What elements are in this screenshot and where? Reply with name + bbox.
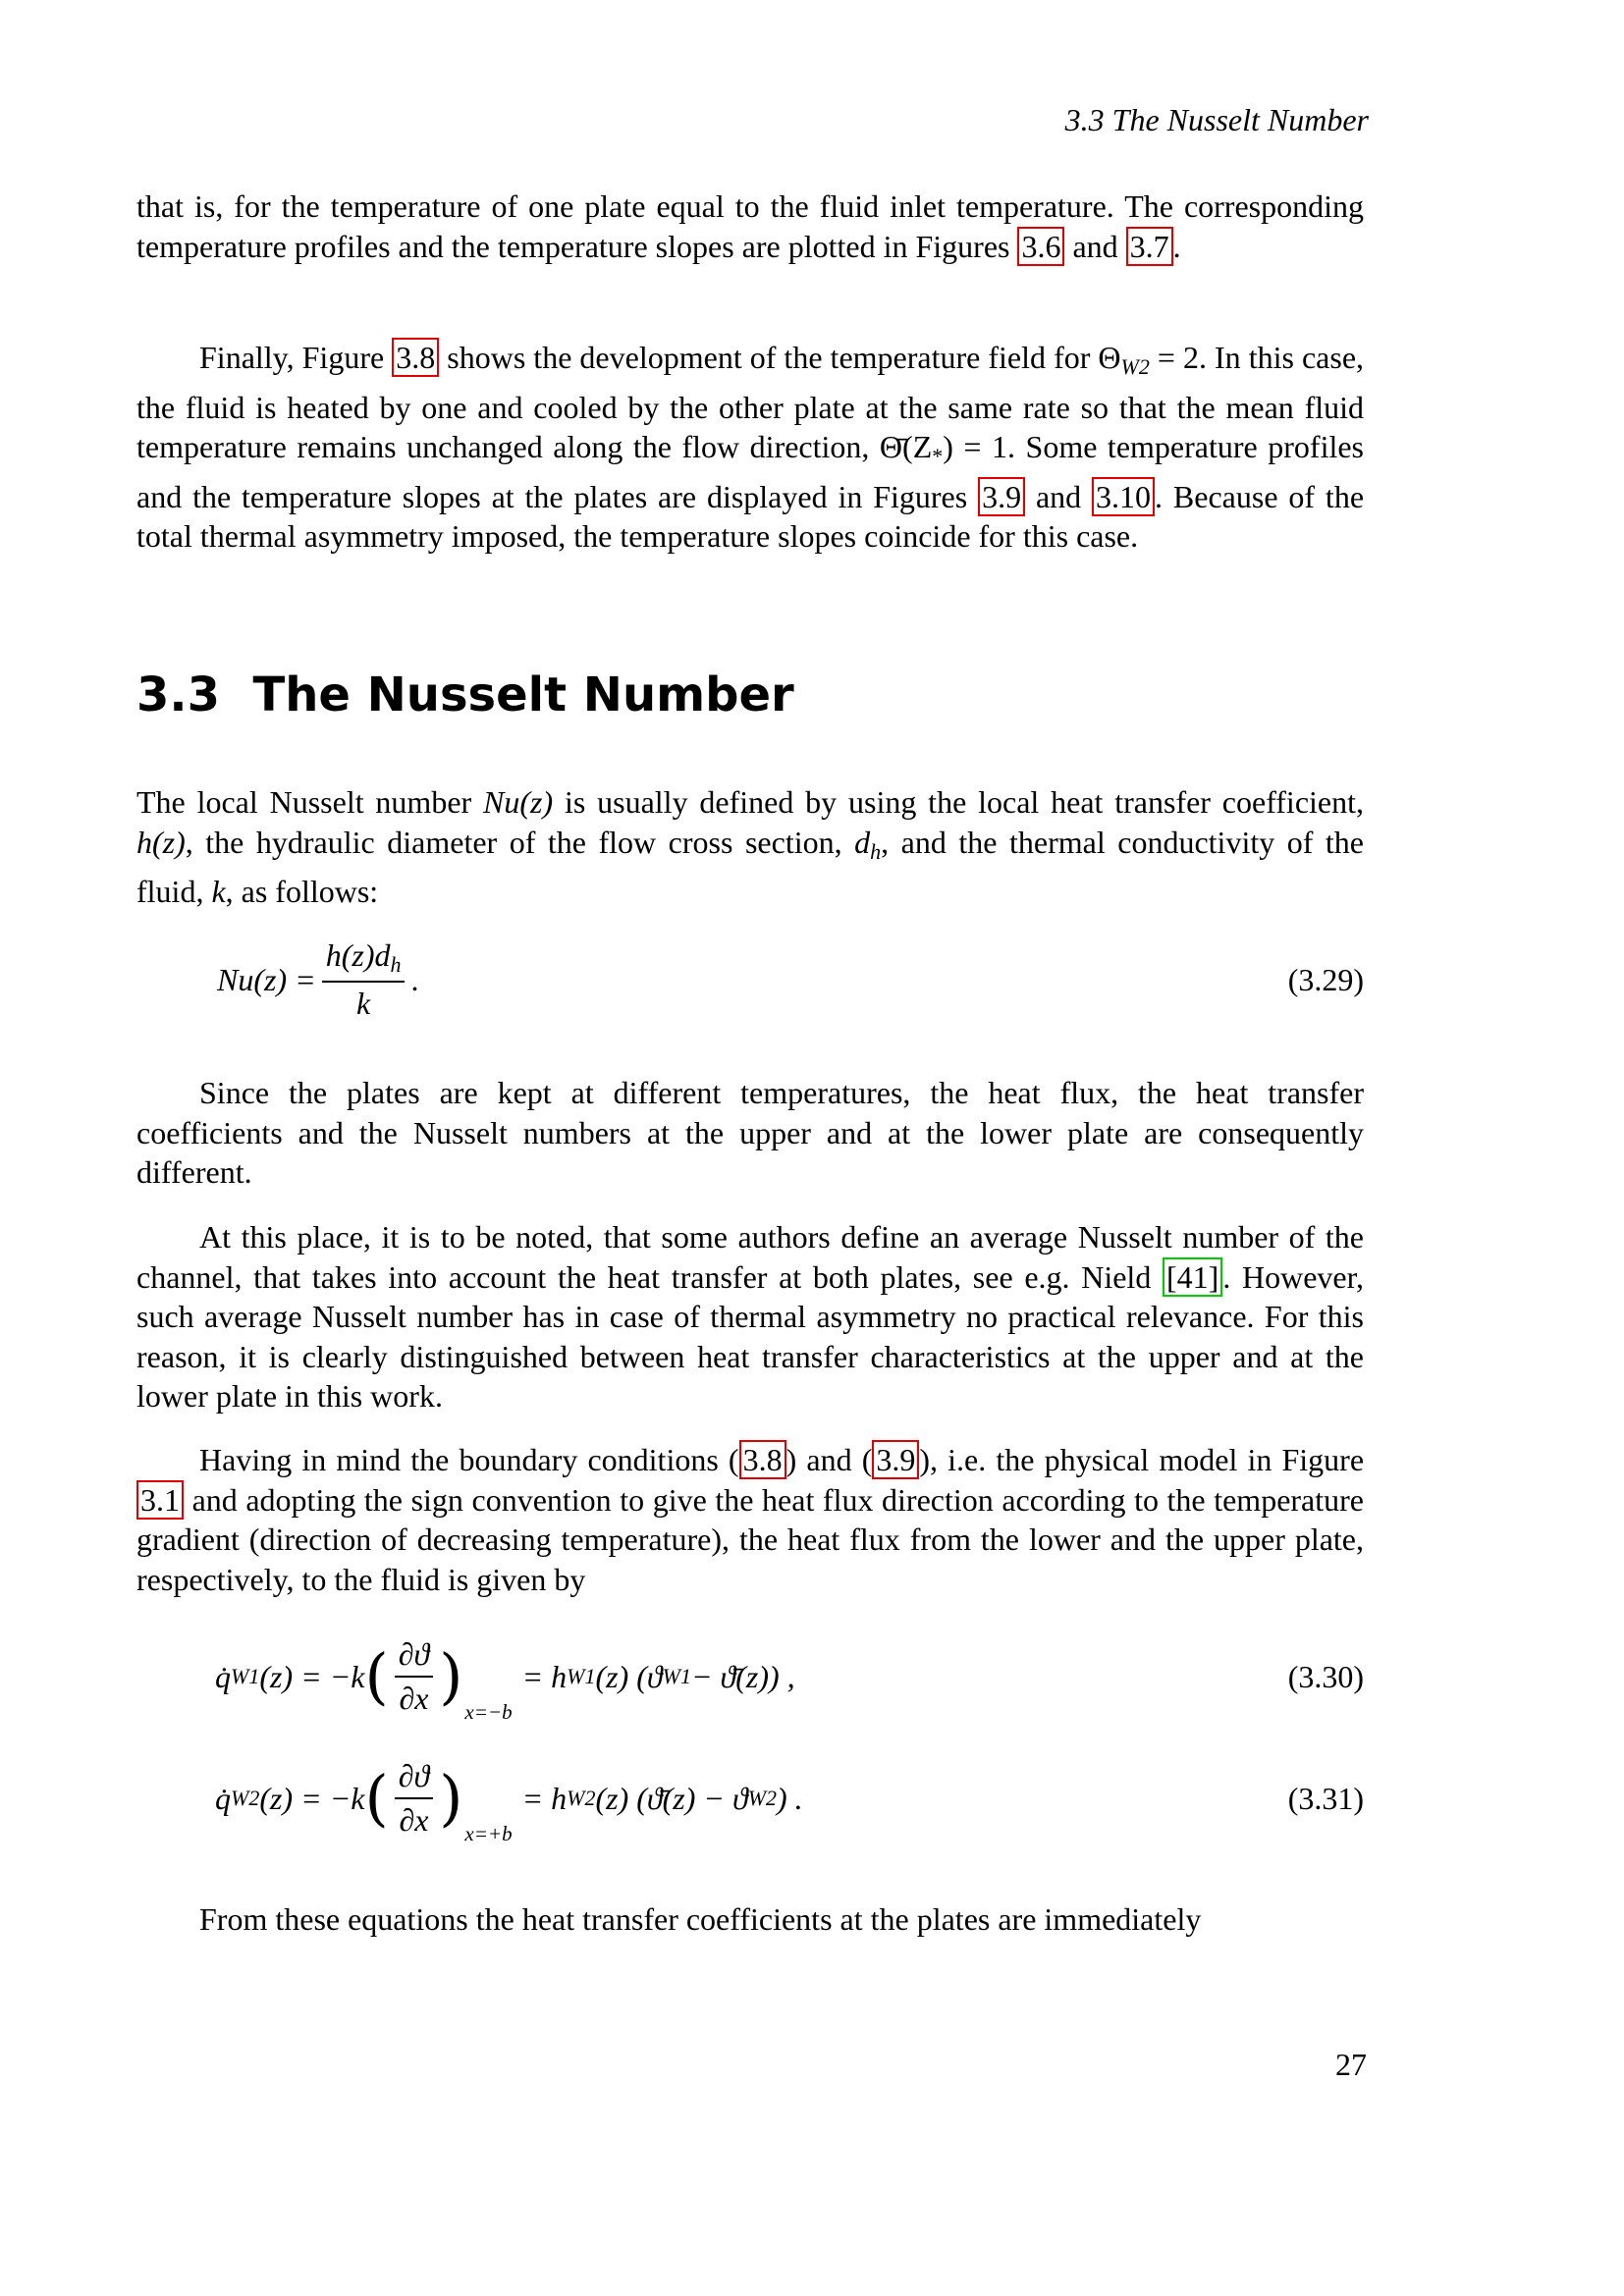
subscript: h [870,838,882,864]
paragraph-5 [136,1217,1364,1416]
text: (z) (ϑ [595,1658,663,1694]
text: and [1064,228,1126,264]
text: Having in mind the boundary conditions ( [199,1442,739,1477]
text: . [410,961,419,997]
text: q̇ [215,1658,231,1694]
text: = 2. In this case, the fluid is heated by one and cooled by the other plate at the same rate so that the mean fluid temperature remains unchanged along the flow direction, Θ̄(Z [136,340,1365,464]
paragraph-2 [136,338,1364,557]
subscript: W2 [1120,354,1150,379]
text: − ϑ̄(z)) , [690,1658,795,1694]
text: shows the development of the temperature field for Θ [439,340,1121,375]
paragraph-3 [136,782,1364,912]
left-paren: ( [364,1762,389,1834]
equation-body [215,1749,803,1847]
text: (z) = −k [259,1780,365,1816]
numerator [322,938,406,983]
numerator: ∂ϑ [395,1759,434,1799]
subscript: h [390,951,402,977]
equation-number: (3.29) [1287,961,1364,997]
figure-ref-link[interactable]: 3.1 [136,1480,184,1520]
subscript: W2 [567,1786,596,1810]
text: that is, for the temperature of one plate equal to the fluid inlet temperature. The corresponding temperature profiles and the temperature slopes are plotted in Figures [136,188,1364,264]
text: (z) = −k [259,1658,365,1694]
figure-ref-link[interactable]: 3.6 [1017,227,1064,266]
denominator: k [355,986,371,1021]
math: k [211,874,226,909]
equation-number: (3.31) [1287,1780,1364,1816]
paragraph-7: From these equations the heat transfer coefficients at the plates are immediately [199,1901,1202,1937]
equation-lhs: Nu(z) = [217,961,316,997]
figure-ref-link[interactable]: 3.10 [1092,477,1155,516]
section-number: 3.3 [136,667,221,722]
running-header: 3.3 The Nusselt Number [1064,102,1369,137]
subscript: * [932,444,944,468]
section-heading [136,667,794,722]
subscript: W2 [231,1786,260,1810]
text: , the hydraulic diameter of the flow cross section, [185,824,855,860]
equation-number: (3.30) [1287,1658,1364,1694]
text: The local Nusselt number [136,784,484,820]
numerator: ∂ϑ [395,1637,434,1678]
text: is usually defined by using the local heat transfer coefficient, [553,784,1365,820]
subscript: W1 [567,1664,596,1688]
text: = h [521,1780,568,1816]
left-paren: ( [364,1640,389,1712]
math: h(z) [136,824,186,860]
equation-ref-link[interactable]: 3.9 [872,1440,919,1479]
equation-3-30 [136,1628,1364,1726]
right-paren: ) [439,1762,463,1834]
denominator: ∂x [399,1681,429,1716]
fraction [395,1637,434,1716]
text: h(z)d [325,936,391,973]
evaluation-limit: x=−b [464,1699,513,1724]
text: . However, such average Nusselt number has in case of thermal asymmetry no practical relevance. For this reason, it is clearly distinguished between heat transfer characteristics at the upper and at the lower plate in this work. [136,1258,1365,1414]
text: ) = 1. Some temperature profiles and the temperature slopes at the plates are displayed in Figures [136,429,1365,514]
math: d [854,824,871,860]
math: Nu(z) [483,784,554,820]
equation-3-31 [136,1749,1364,1847]
section-title: The Nusselt Number [252,667,794,722]
text: . Because of the total thermal asymmetry imposed, the temperature slopes coincide for this case. [136,478,1365,554]
text: and [1025,478,1093,514]
paragraph-6 [136,1440,1364,1599]
figure-ref-link[interactable]: 3.9 [978,477,1025,516]
citation-link[interactable]: [41] [1163,1257,1222,1297]
figure-ref-link[interactable]: 3.7 [1126,227,1173,266]
text: Finally, Figure [199,340,393,375]
text: q̇ [215,1780,231,1816]
equation-ref-link[interactable]: 3.8 [739,1440,786,1479]
text: ) and ( [785,1442,873,1477]
text: ), i.e. the physical model in Figure [919,1442,1365,1477]
text: At this place, it is to be noted, that some authors define an average Nusselt number of the channel, that takes into account the heat transfer at both plates, see e.g. Nield [136,1219,1364,1295]
text: and adopting the sign convention to give the heat flux direction according to the temperature gradient (direction of decreasing temperature), the heat flux from the lower and the upper plate, respectively, to the fluid is given by [136,1481,1364,1597]
denominator: ∂x [399,1802,429,1838]
evaluation-limit: x=+b [464,1821,513,1845]
text: = h [521,1658,568,1694]
text: , as follows: [225,874,379,909]
paragraph-4: Since the plates are kept at different temperatures, the heat flux, the heat transfer coefficients and the Nusselt numbers at the upper and at the lower plate are consequently different. [136,1075,1364,1190]
subscript: W1 [662,1664,691,1688]
text: . [1172,228,1181,264]
fraction [322,938,406,1021]
right-paren: ) [439,1640,463,1712]
fraction [395,1759,434,1838]
page-number: 27 [1335,2047,1367,2082]
equation-body [215,1628,795,1726]
subscript: W1 [231,1664,260,1688]
figure-ref-link[interactable]: 3.8 [392,338,439,377]
text: ) . [777,1780,803,1816]
equation-body [217,931,418,1029]
text: , and the thermal conductivity of the fluid, [136,824,1365,909]
text: (z) (ϑ̄(z) − ϑ [595,1780,748,1816]
subscript: W2 [747,1786,778,1810]
paragraph-1 [136,187,1364,266]
equation-3-29 [136,931,1364,1029]
